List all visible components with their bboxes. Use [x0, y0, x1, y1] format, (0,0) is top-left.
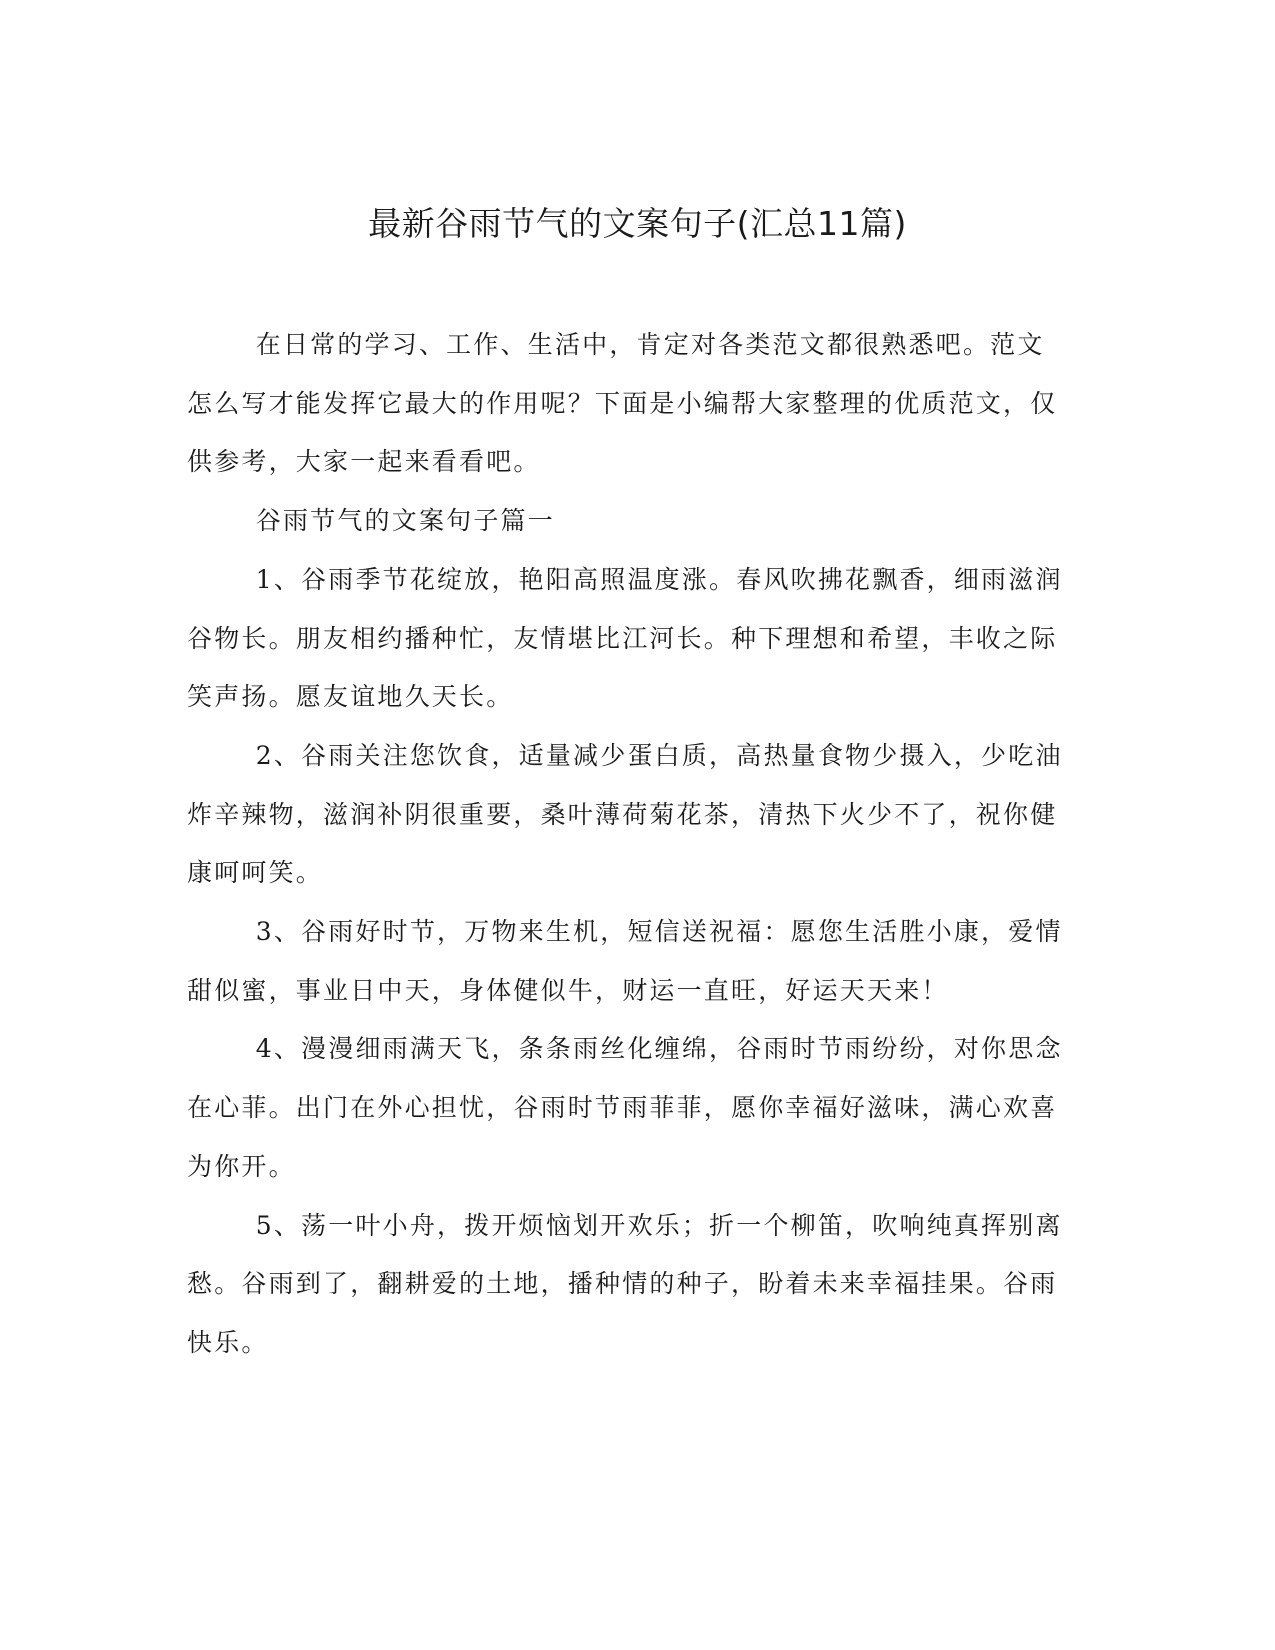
body-paragraph: 5、荡一叶小舟，拨开烦恼划开欢乐；折一个柳笛，吹响纯真挥别离愁。谷雨到了，翻耕爱的土地，播种情的种子，盼着未来幸福挂果。谷雨快乐。 [187, 1210, 1063, 1357]
body-paragraph: 3、谷雨好时节，万物来生机，短信送祝福：愿您生活胜小康，爱情甜似蜜，事业日中天，身体健似牛，财运一直旺，好运天天来！ [187, 917, 1063, 1005]
document-body [187, 316, 1067, 1373]
intro-paragraph: 在日常的学习、工作、生活中，肯定对各类范文都很熟悉吧。范文怎么写才能发挥它最大的作用呢？下面是小编帮大家整理的优质范文，仅供参考，大家一起来看看吧。 [187, 330, 1058, 477]
body-paragraph: 4、漫漫细雨满天飞，条条雨丝化缠绵，谷雨时节雨纷纷，对你思念在心菲。出门在外心担忧，谷雨时节雨菲菲，愿你幸福好滋味，满心欢喜为你开。 [187, 1034, 1063, 1181]
document-title: 最新谷雨节气的文案句子(汇总11篇) [368, 204, 907, 243]
body-paragraph: 1、谷雨季节花绽放，艳阳高照温度涨。春风吹拂花飘香，细雨滋润谷物长。朋友相约播种忙，友情堪比江河长。种下理想和希望，丰收之际笑声扬。愿友谊地久天长。 [187, 564, 1063, 712]
section-heading: 谷雨节气的文案句子篇一 [255, 506, 555, 536]
body-paragraph: 2、谷雨关注您饮食，适量减少蛋白质，高热量食物少摄入，少吃油炸辛辣物，滋润补阴很重要，桑叶薄荷菊花茶，清热下火少不了，祝你健康呵呵笑。 [187, 740, 1063, 888]
